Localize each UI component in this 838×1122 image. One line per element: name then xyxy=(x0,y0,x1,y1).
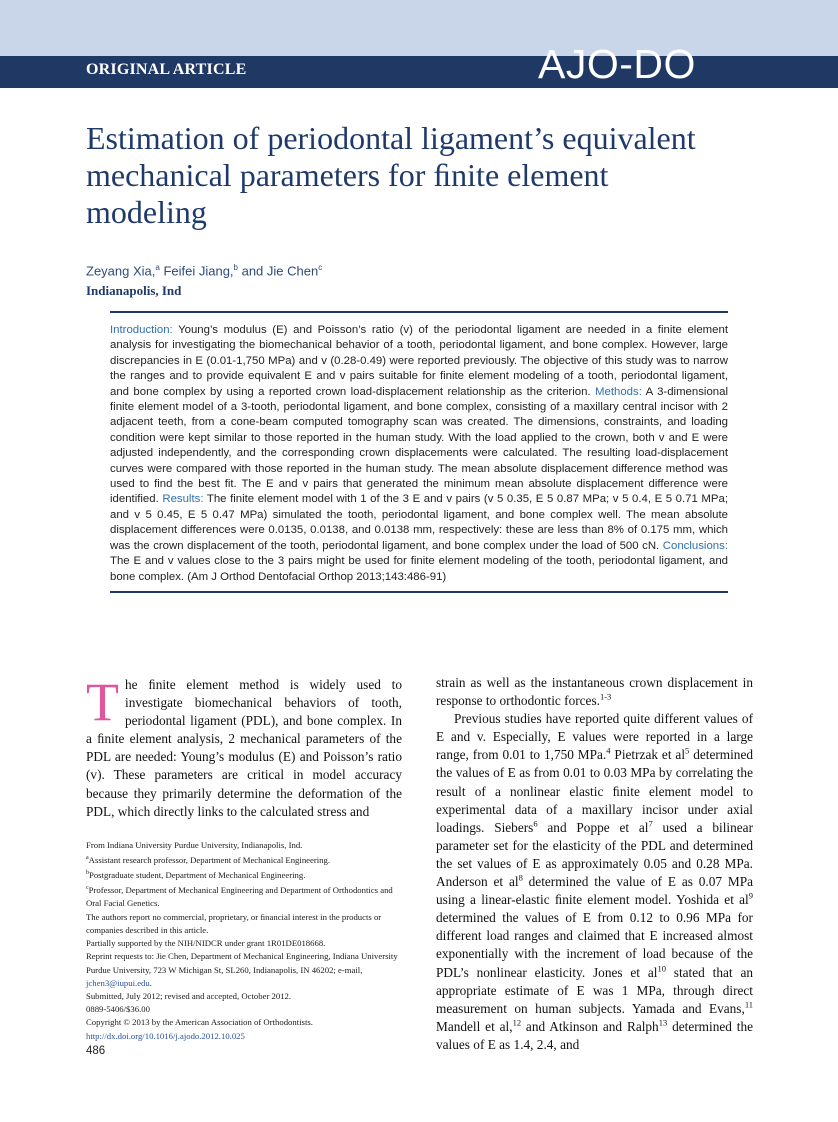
body-column-right xyxy=(436,674,753,1054)
abstract-conclusions-text: The E and v values close to the 3 pairs might be used for finite element modeling of the tooth, periodontal ligament, and bone complex. (Am J Orthod Dentofacial Orthop 2013;143:486-91) xyxy=(110,555,728,583)
author-name: Feifei Jiang, xyxy=(159,263,234,279)
citation-ref[interactable]: 4 xyxy=(606,745,611,756)
article-title xyxy=(86,120,786,231)
citation-ref[interactable]: 12 xyxy=(512,1017,522,1028)
drop-cap: T xyxy=(86,672,119,732)
section-label: ORIGINAL ARTICLE xyxy=(86,61,247,78)
abstract-intro-text: Young’s modulus (E) and Poisson’s ratio (v) of the periodontal ligament are needed in a finite element analysis for investigating the biomechanical behavior of a tooth, periodontal ligament, and bone complex. However, large discrepancies in E (0.01-1,750 MPa) and v (0.28-0.49) were reported previously. The objective of this study was to narrow the ranges and to provide equivalent E and v pairs suitable for finite element modeling of a tooth, periodontal ligament, and bone complex by using a reported crown load-displacement relationship as the criterion. xyxy=(110,324,728,398)
body-text: he ﬁnite element method is widely used to investigate biomechanical behaviors of tooth, periodontal ligament (PDL), and bone complex. In a ﬁnite element analysis, 2 mechanical parameters of the PDL are needed: Young’s modulus (E) and Poisson’s ratio (v). These parameters are critical in model accuracy because they primarily determine the deformation of the PDL, which directly links to the calculated stress and xyxy=(86,677,402,819)
citation-ref[interactable]: 13 xyxy=(658,1017,668,1028)
doi-link[interactable]: http://dx.doi.org/10.1016/j.ajodo.2012.10.025 xyxy=(86,1030,245,1041)
abstract-text xyxy=(110,323,728,585)
body-paragraph xyxy=(436,674,753,710)
title-line: mechanical parameters for ﬁnite element xyxy=(86,157,609,193)
footnote-b xyxy=(86,867,404,882)
citation-ref[interactable]: 7 xyxy=(648,818,653,829)
title-line: modeling xyxy=(86,194,207,230)
citation-ref[interactable]: 9 xyxy=(748,890,753,901)
body-text: stated that an appropriate estimate of E was 1 MPa, through direct measurement on human subjects. Yamada and Evans, xyxy=(436,964,753,1016)
footnote-text: Professor, Department of Mechanical Engineering and Department of Orthodontics and Oral Facial Genetics. xyxy=(86,885,393,909)
body-text: and Poppe et al xyxy=(537,819,649,835)
footnote-text: Assistant research professor, Department of Mechanical Engineering. xyxy=(88,855,331,866)
footnotes xyxy=(86,839,404,1043)
footnote-c xyxy=(86,882,404,910)
footnote-mark: c xyxy=(86,885,89,892)
body-text: Pietrzak et al xyxy=(610,747,686,763)
citation-ref[interactable]: 5 xyxy=(685,745,690,756)
footnote-mark: b xyxy=(86,870,89,877)
citation-ref[interactable]: 8 xyxy=(518,872,523,883)
footnote-issn: 0889-5406/$36.00 xyxy=(86,1004,150,1015)
body-text: determined the values of E from 0.12 to 0.96 MPa for different load ranges and claimed that E increased almost exponentially with the increment of load because of the PDL’s nonlinear elasticity. Jones et al xyxy=(436,910,753,980)
abstract-methods-head: Methods: xyxy=(590,385,642,398)
footnote-coi: The authors report no commercial, proprietary, or ﬁnancial interest in the products or companies described in this article. xyxy=(86,911,382,935)
body-text: and Atkinson and Ralph xyxy=(521,1018,659,1034)
body-text: determined the value of E as 0.07 MPa using a linear-elastic ﬁnite element model. Yoshida et al xyxy=(436,874,753,908)
header-top-band xyxy=(0,0,838,56)
citation-ref[interactable]: 11 xyxy=(744,999,753,1010)
footnote-text: Reprint requests to: Jie Chen, Department of Mechanical Engineering, Indiana University Purdue University, 723 W Michigan St, SL260, Indianapolis, IN 46202; e-mail, xyxy=(86,951,398,975)
abstract-results-text: The finite element model with 1 of the 3 E and v pairs (v 5 0.35, E 5 0.87 MPa; v 5 0.4, E 5 0.71 MPa; and v 5 0.45, E 5 0.47 MPa) simulated the tooth, periodontal ligament, and bone complex well. The mean absolute displacement differences were 0.0135, 0.0138, and 0.0138 mm, respectively: these are less than 8% of 0.175 mm, which was the crown displacement of the tooth, periodontal ligament, and bone complex under the load of 500 cN. xyxy=(110,493,728,552)
footnote-affiliation: From Indiana University Purdue University, Indianapolis, Ind. xyxy=(86,840,303,850)
footnote-reprint xyxy=(86,950,404,990)
body-text: Previous studies have reported quite different values of E and v. Especially, E values were reported in a large range, from 0.01 to 1,750 MPa. xyxy=(436,711,753,763)
abstract-methods-text: A 3-dimensional finite element model of a 3-tooth, periodontal ligament, and bone complex, consisting of a maxillary central incisor with 2 adjacent teeth, from a cone-beam computed tomography scan was created. The dimensions, constraints, and loading condition were kept similar to those reported in the human study. With the load applied to the crown, both v and E were adjusted independently, and the corresponding crown displacements were calculated. The resulting load-displacement curves were compared with those reported in the human study. The mean absolute displacement difference method was used to find the best fit. The E and v pairs that generated the minimum mean absolute displacement difference were identified. xyxy=(110,385,728,506)
body-text: determined the values of E as from 0.01 to 0.03 MPa by correlating the result of a nonlinear elastic ﬁnite element model to experimental data of a maxillary incisor under axial loadings. Siebers xyxy=(436,747,754,835)
footnote-a xyxy=(86,852,404,867)
body-column-left xyxy=(86,672,402,821)
author-mark: a xyxy=(155,263,160,272)
email-link[interactable]: jchen3@iupui.edu xyxy=(86,977,150,988)
author-name: and Jie Chen xyxy=(237,263,319,279)
abstract-box xyxy=(110,311,728,593)
footnote-grant: Partially supported by the NIH/NIDCR under grant 1R01DE018668. xyxy=(86,938,326,949)
abstract-conclusions-head: Conclusions: xyxy=(659,539,728,552)
body-text: used a bilinear parameter set for the elasticity of the PDL and determined the set values of E as approximately 0.05 and 0.28 MPa. Anderson et al xyxy=(436,819,754,890)
title-line: Estimation of periodontal ligament’s equivalent xyxy=(86,120,696,156)
body-text: Mandell et al, xyxy=(436,1018,513,1034)
body-paragraph xyxy=(436,710,753,1054)
citation-ref[interactable]: 1-3 xyxy=(599,691,612,702)
author-name: Zeyang Xia, xyxy=(86,263,156,279)
author-mark: b xyxy=(233,263,238,272)
footnote-submitted: Submitted, July 2012; revised and accepted, October 2012. xyxy=(86,990,292,1001)
author-mark: c xyxy=(318,263,323,272)
citation-ref[interactable]: 10 xyxy=(657,963,666,974)
author-list xyxy=(86,263,322,278)
footnote-text: Postgraduate student, Department of Mechanical Engineering. xyxy=(89,870,306,881)
abstract-results-head: Results: xyxy=(158,493,204,506)
footnote-copyright: Copyright © 2013 by the American Association of Orthodontists. xyxy=(86,1017,313,1028)
body-text: strain as well as the instantaneous crown displacement in response to orthodontic forces. xyxy=(436,675,753,709)
abstract-intro-head: Introduction: xyxy=(110,324,173,336)
citation-ref[interactable]: 6 xyxy=(533,818,538,829)
body-text: determined the values of E as 1.4, 2.4, and xyxy=(436,1018,754,1052)
page-number: 486 xyxy=(86,1045,106,1057)
author-location: Indianapolis, Ind xyxy=(86,283,182,298)
body-paragraph xyxy=(86,672,402,821)
footnote-mark: a xyxy=(86,855,89,862)
journal-logo: AJO-DO xyxy=(538,41,696,87)
footnote-text: . xyxy=(149,977,152,988)
